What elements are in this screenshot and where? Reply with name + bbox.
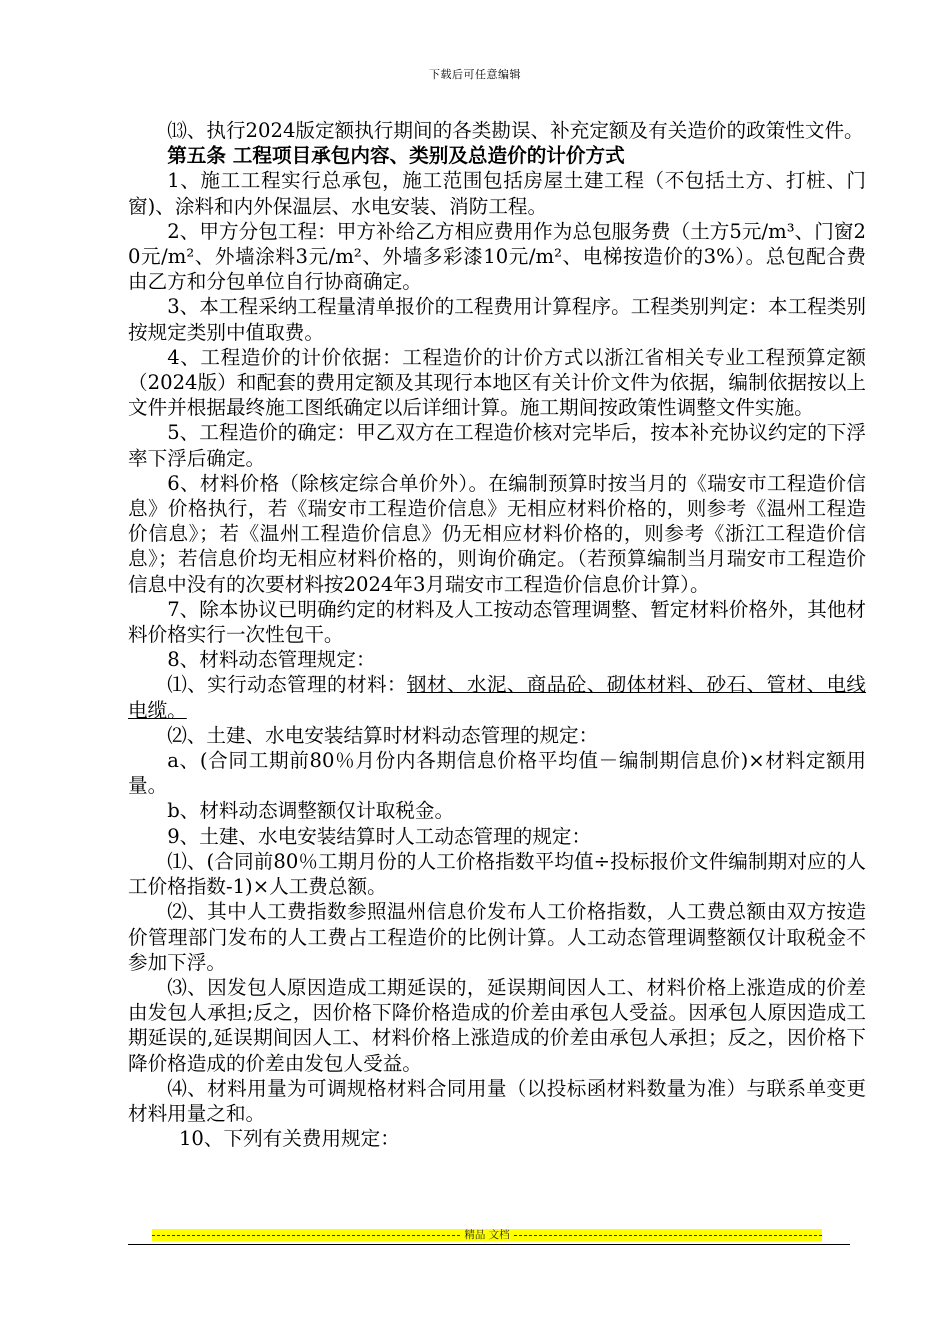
paragraph-7-lump-sum: 7、除本协议已明确约定的材料及人工按动态管理调整、暂定材料价格外，其他材料价格实行一次性包干。 [128,597,866,647]
dynamic-materials-list: 钢材、水泥、商品砼、砌体材料、砂石、管材、电线电缆。 [128,673,867,722]
paragraph-6-material-prices: 6、材料价格（除核定综合单价外）。在编制预算时按当月的《瑞安市工程造价信息》价格执行，若《瑞安市工程造价信息》无相应材料价格的，则参考《温州工程造价信息》；若《温州工程造价信息》仍无相应材料价格的，则参考《浙江工程造价信息》；若信息价均无相应材料价格的，则询价确定。（若预算编制当月瑞安市工程造价信息中没有的次要材料按2024年3月瑞安市工程造价信息价计算）。 [128,471,866,596]
paragraph-1-general-contract: 1、施工工程实行总承包，施工范围包括房屋土建工程（不包括土方、打桩、门窗)、涂料和内外保温层、水电安装、消防工程。 [128,169,866,218]
header-note: 下载后可任意编辑 [429,68,521,81]
paragraph-8-a-formula: a、(合同工期前80％月份内各期信息价格平均值－编制期信息价)×材料定额用量。 [128,749,866,798]
footer-label: 精品 文档 [464,1229,510,1241]
paragraph-4-pricing-basis: 4、工程造价的计价依据：工程造价的计价方式以浙江省相关专业工程预算定额（2024版）和配套的费用定额及其现行本地区有关计价文件为依据，编制依据按以上文件并根据最终施工图纸确定以后详细计算。施工期间按政策性调整文件实施。 [128,345,866,420]
paragraph-9-2-labor-index: ⑵、其中人工费指数参照温州信息价发布人工价格指数，人工费总额由双方按造价管理部门发布的人工费占工程造价的比例计算。人工动态管理调整额仅计取税金不参加下浮。 [128,900,866,974]
paragraph-13-policy-files: ⒀、执行2024版定额执行期间的各类勘误、补充定额及有关造价的政策性文件。 [167,119,864,142]
paragraph-5-cost-determination: 5、工程造价的确定：甲乙双方在工程造价核对完毕后，按本补充协议约定的下浮率下浮后确定。 [128,421,866,470]
footer-dash-right [514,1235,822,1236]
article-5-heading: 第五条 工程项目承包内容、类别及总造价的计价方式 [167,144,625,168]
dynamic-materials-lead: ⑴、实行动态管理的材料： [167,673,407,697]
paragraph-8-material-dynamic: 8、材料动态管理规定： [167,648,376,672]
paragraph-9-3-delay: ⑶、因发包人原因造成工期延误的，延误期间因人工、材料价格上涨造成的价差由发包人承担;反之，因价格下降价格造成的价差由承包人受益。因承包人原因造成工期延误的,延误期间因人工、材料价格上涨造成的价差由承包人承担；反之，因价格下降价格造成的价差由发包人受益。 [128,975,866,1075]
paragraph-3-pricing-procedure: 3、本工程采纳工程量清单报价的工程费用计算程序。工程类别判定：本工程类别按规定类别中值取费。 [128,295,866,344]
paragraph-8-2-settlement-rules: ⑵、土建、水电安装结算时材料动态管理的规定： [167,723,599,747]
paragraph-9-4-material-quantity: ⑷、材料用量为可调规格材料合同用量（以投标函材料数量为准）与联系单变更材料用量之和。 [128,1076,866,1125]
document-body [128,118,866,1151]
paragraph-8-b-tax: b、材料动态调整额仅计取税金。 [167,799,455,823]
paragraph-9-labor-dynamic: 9、土建、水电安装结算时人工动态管理的规定： [167,824,592,848]
paragraph-8-1-dynamic-materials [128,672,866,722]
paragraph-10-fees: 10、下列有关费用规定： [178,1127,400,1151]
footer-band [152,1229,822,1241]
footer-rule [128,1244,850,1245]
footer-dash-left [152,1235,460,1236]
paragraph-9-1-labor-formula: ⑴、(合同前80％工期月份的人工价格指数平均值÷投标报价文件编制期对应的人工价格指数-1)×人工费总额。 [128,849,866,899]
paragraph-2-subcontract: 2、甲方分包工程：甲方补给乙方相应费用作为总包服务费（土方5元/m³、门窗20元/m²、外墙涂料3元/m²、外墙多彩漆10元/m²、电梯按造价的3%）。总包配合费由乙方和分包单位自行协商确定。 [128,219,866,294]
